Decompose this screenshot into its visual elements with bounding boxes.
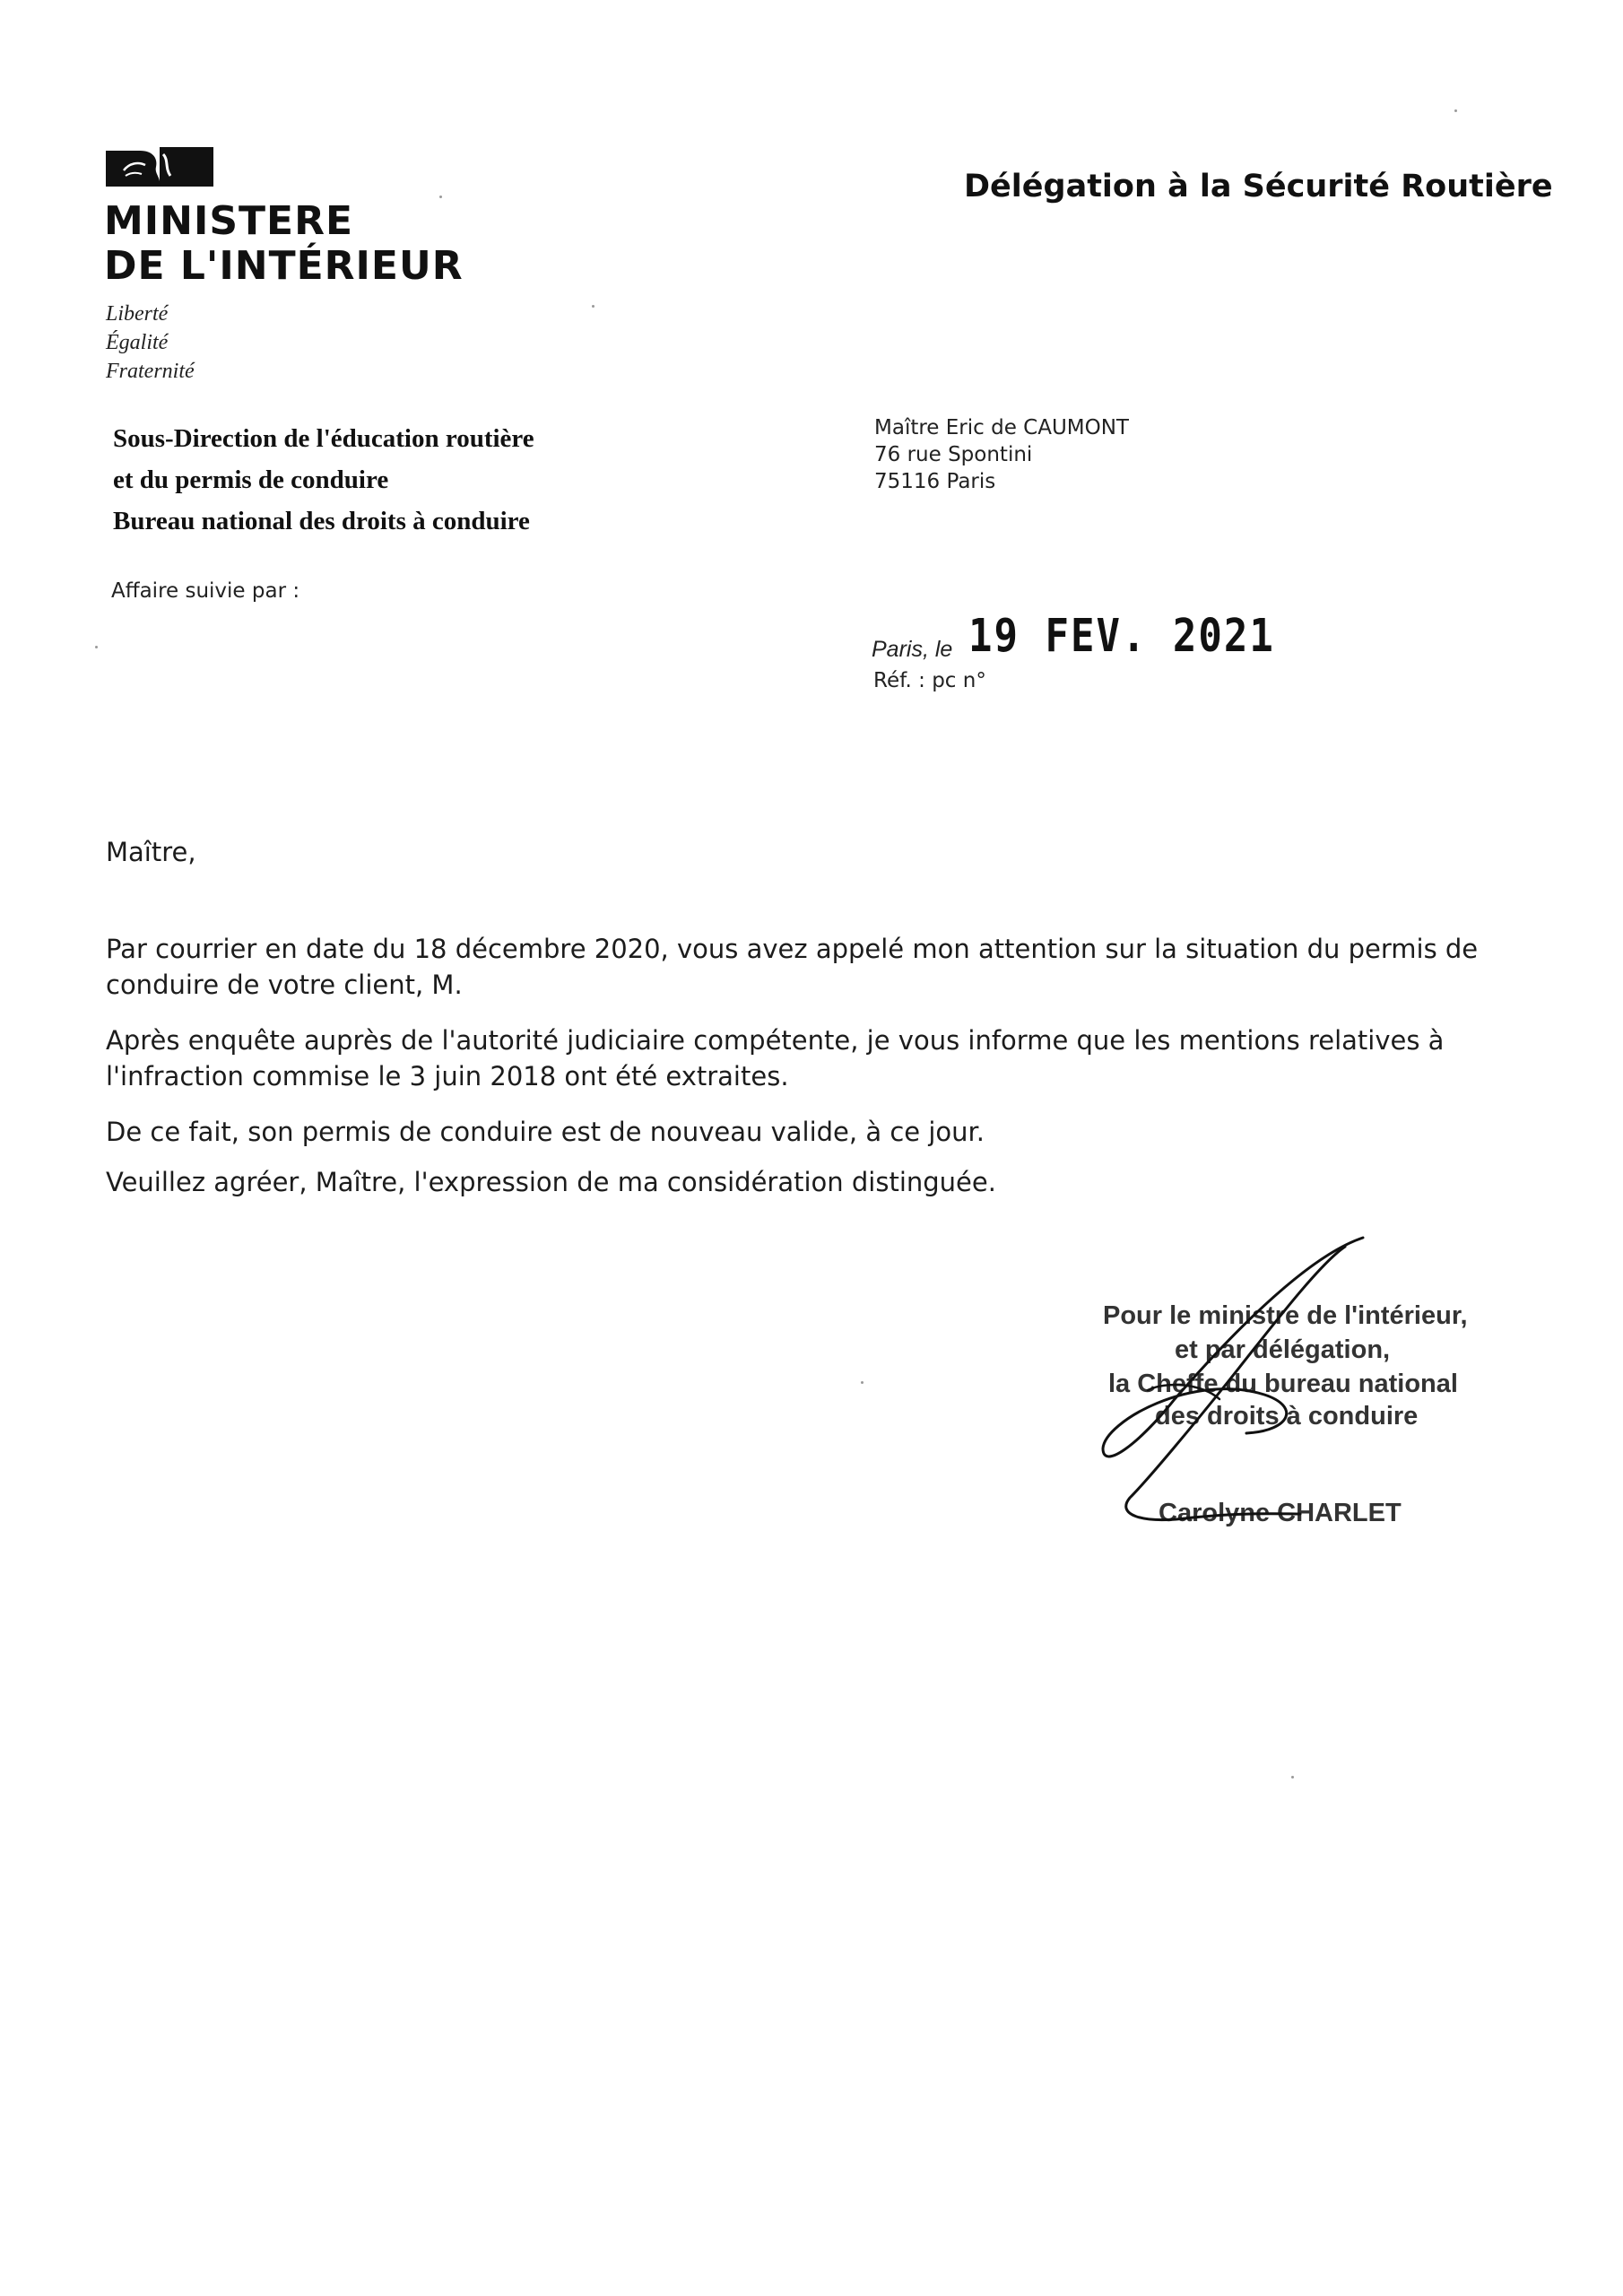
signature-line2: et par délégation, — [1175, 1335, 1391, 1364]
recipient-name: Maître Eric de CAUMONT — [874, 416, 1129, 439]
marianne-logo-icon — [106, 145, 213, 188]
signature-line1: Pour le ministre de l'intérieur, — [1103, 1301, 1468, 1330]
ministry-name-line2: DE L'INTÉRIEUR — [104, 243, 464, 289]
signer-name: Carolyne CHARLET — [1159, 1499, 1402, 1527]
motto-liberte: Liberté — [106, 302, 169, 326]
scan-speck — [592, 305, 595, 308]
service-line3: Bureau national des droits à conduire — [113, 507, 530, 535]
closing-formula: Veuillez agréer, Maître, l'expression de ma considération distinguée. — [106, 1167, 996, 1197]
paragraph-1: Par courrier en date du 18 décembre 2020, vous avez appelé mon attention sur la situation du permis de conduire de votre client, M. — [106, 934, 1479, 1000]
scan-speck — [439, 196, 442, 198]
service-line1: Sous-Direction de l'éducation routière — [113, 424, 534, 453]
scan-speck — [861, 1381, 864, 1384]
ministry-name-line1: MINISTERE — [104, 198, 354, 244]
scan-speck — [95, 646, 98, 648]
salutation: Maître, — [106, 837, 196, 867]
reference: Réf. : pc n° — [873, 669, 986, 692]
signature-line3: la Cheffe du bureau national — [1108, 1370, 1458, 1398]
date-stamp: 19 FEV. 2021 — [968, 610, 1275, 663]
agency-title: Délégation à la Sécurité Routière — [964, 169, 1553, 204]
service-line2: et du permis de conduire — [113, 465, 389, 494]
handwritten-signature-icon — [1085, 1229, 1390, 1534]
motto-egalite: Égalité — [106, 331, 169, 354]
followed-by-label: Affaire suivie par : — [111, 579, 300, 603]
scan-speck — [1454, 109, 1457, 112]
date-place: Paris, le — [872, 637, 953, 662]
signature-line4: des droits à conduire — [1155, 1402, 1419, 1431]
paragraph-2: Après enquête auprès de l'autorité judiciaire compétente, je vous informe que les mentions relatives à l'infraction commise le 3 juin 2018 ont été extraites. — [106, 1025, 1445, 1091]
motto-fraternite: Fraternité — [106, 360, 195, 383]
recipient-street: 76 rue Spontini — [874, 443, 1033, 466]
paragraph-3: De ce fait, son permis de conduire est de nouveau valide, à ce jour. — [106, 1117, 985, 1147]
recipient-city: 75116 Paris — [874, 470, 996, 493]
scan-speck — [1291, 1776, 1294, 1779]
